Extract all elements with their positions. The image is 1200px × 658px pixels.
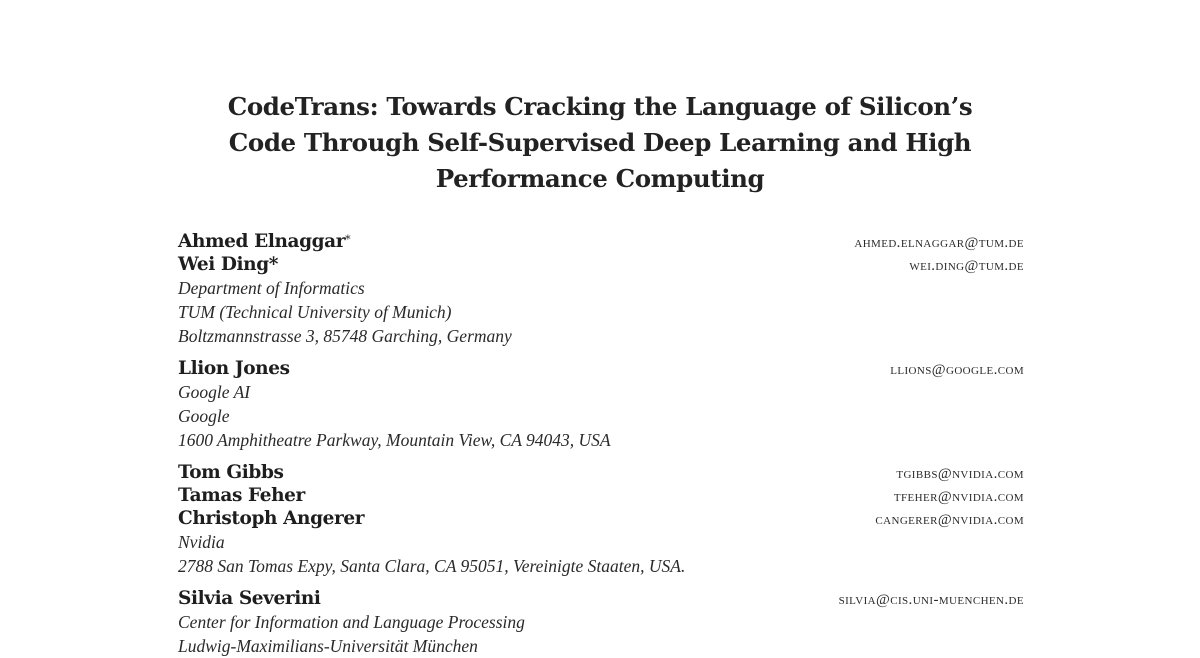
- author-email: cangerer@nvidia.com: [875, 512, 1024, 528]
- title-line: Code Through Self-Supervised Deep Learning and High: [228, 128, 972, 157]
- author-name: Silvia Severini: [178, 588, 321, 609]
- affiliation-line: Nvidia: [178, 532, 225, 552]
- affiliation-line: 1600 Amphitheatre Parkway, Mountain View, CA 94043, USA: [178, 430, 611, 450]
- author-email: wei.ding@tum.de: [909, 258, 1024, 274]
- author-email: tgibbs@nvidia.com: [896, 466, 1024, 482]
- author-name: Tamas Feher: [178, 485, 305, 506]
- title-line: Performance Computing: [435, 164, 765, 193]
- affiliation-line: Google AI: [178, 382, 251, 402]
- author-email: llions@google.com: [890, 362, 1024, 378]
- affiliation-line: Google: [178, 406, 230, 426]
- author-name: Ahmed Elnaggar*: [178, 231, 351, 252]
- author-email: ahmed.elnaggar@tum.de: [854, 235, 1024, 251]
- affiliation-line: Center for Information and Language Processing: [178, 612, 525, 632]
- author-row: [178, 357, 1024, 380]
- author-block-google: [178, 357, 1024, 452]
- author-block-lmu: [178, 587, 1024, 658]
- author-row: [178, 230, 1024, 253]
- author-block-nvidia: [178, 461, 1024, 578]
- author-row: [178, 484, 1024, 507]
- author-row: [178, 587, 1024, 610]
- equal-contribution-mark: *: [345, 233, 351, 246]
- affiliation-line: TUM (Technical University of Munich): [178, 302, 452, 322]
- author-name: Wei Ding*: [178, 254, 279, 275]
- author-name: Christoph Angerer: [178, 508, 365, 529]
- author-name: Llion Jones: [178, 358, 290, 379]
- affiliation-line: 2788 San Tomas Expy, Santa Clara, CA 95051, Vereinigte Staaten, USA.: [178, 556, 686, 576]
- affiliation-line: Department of Informatics: [178, 278, 365, 298]
- author-row: [178, 507, 1024, 530]
- author-email: silvia@cis.uni-muenchen.de: [838, 592, 1024, 608]
- author-block-tum: [178, 230, 1024, 348]
- author-row: [178, 461, 1024, 484]
- affiliation-line: Boltzmannstrasse 3, 85748 Garching, Germany: [178, 326, 512, 346]
- paper-title: [160, 89, 1040, 197]
- author-name: Tom Gibbs: [178, 462, 284, 483]
- author-email: tfeher@nvidia.com: [893, 489, 1024, 505]
- affiliation-line: Ludwig-Maximilians-Universität München: [178, 636, 478, 656]
- title-line: CodeTrans: Towards Cracking the Language of Silicon’s: [227, 92, 973, 121]
- author-row: [178, 253, 1024, 276]
- author-list: [178, 230, 1024, 658]
